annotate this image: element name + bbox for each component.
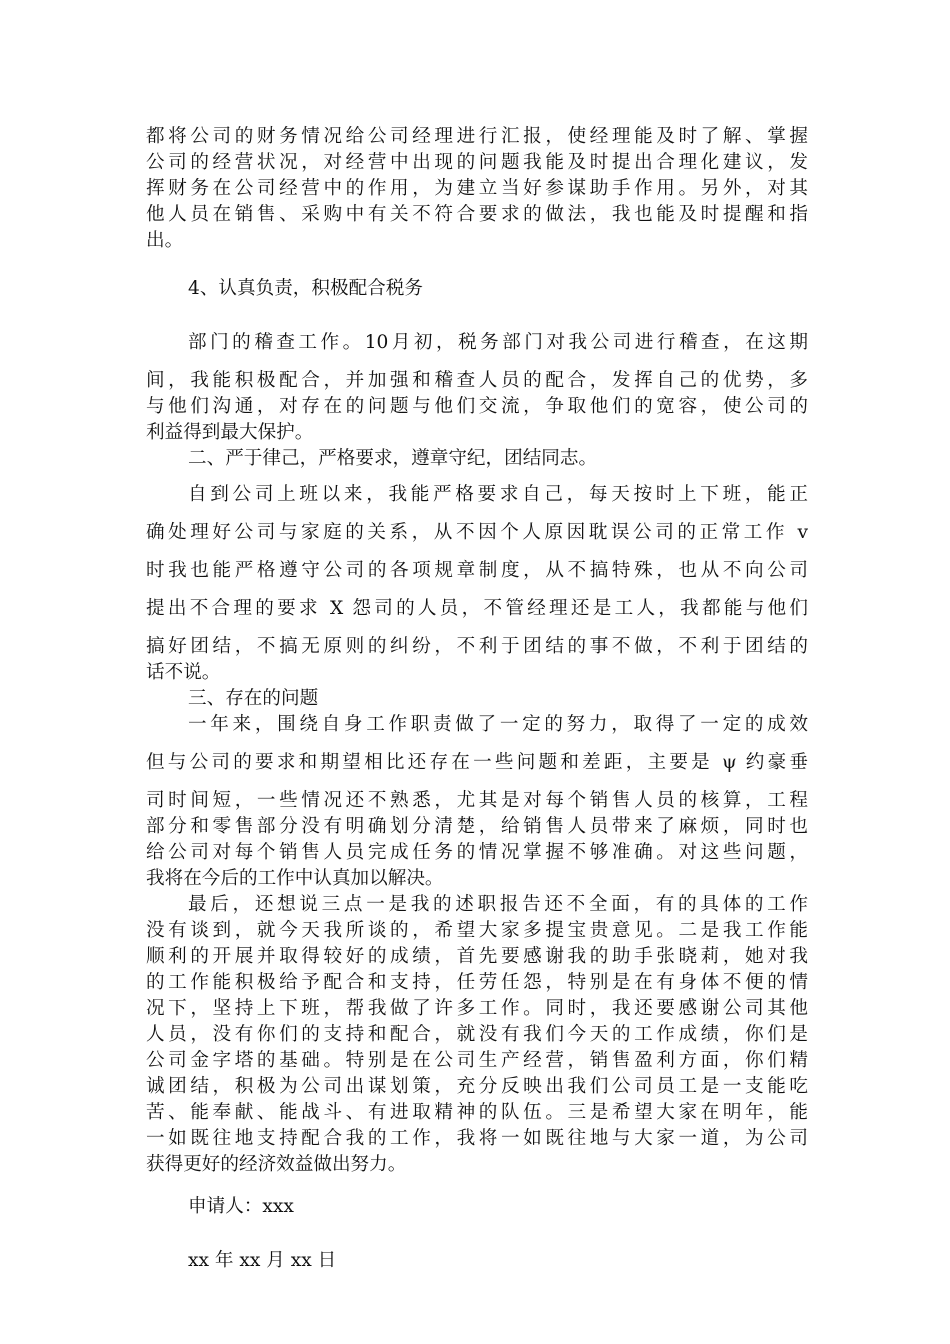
text-line: 出。 [146,230,184,251]
text-line: 但与公司的要求和期望相比还存在一些问题和差距，主要是 ψ 约豪垂 [146,752,808,773]
paragraph-discipline [146,482,808,686]
paragraph-closing [146,892,808,1178]
text-line: 诚团结，积极为公司出谋划策，充分反映出我们公司员工是一支能吃 [146,1076,808,1097]
text-line: 部分和零售部分没有明确划分清楚，给销售人员带来了麻烦，同时也 [146,816,808,837]
text-line: 时我也能严格遵守公司的各项规章制度，从不搞特殊，也从不向公司 [146,560,808,581]
text-line: 一年来，围绕自身工作职责做了一定的努力，取得了一定的成效 [188,714,808,735]
text-line: 给公司对每个销售人员完成任务的情况掌握不够准确。对这些问题， [146,842,808,863]
text-line: 与他们沟通，对存在的问题与他们交流，争取他们的宽容，使公司的 [146,396,808,417]
text-line: 他人员在销售、采购中有关不符合要求的做法，我也能及时提醒和指 [146,204,808,225]
text-line: 自到公司上班以来，我能严格要求自己，每天按时上下班，能正 [188,484,808,505]
text-line: 利益得到最大保护。 [146,422,314,443]
text-line: 人员，没有你们的支持和配合，就没有我们今天的工作成绩，你们是 [146,1024,808,1045]
text-line: 司时间短，一些情况还不熟悉，尤其是对每个销售人员的核算，工程 [146,790,808,811]
text-line: 最后，还想说三点一是我的述职报告还不全面，有的具体的工作 [188,894,808,915]
text-line: 公司金字塔的基础。特别是在公司生产经营，销售盈利方面，你们精 [146,1050,808,1071]
text-line: 没有谈到，就今天我所谈的，希望大家多提宝贵意见。二是我工作能 [146,920,808,941]
text-line: 顺利的开展并取得较好的成绩，首先要感谢我的助手张晓莉，她对我 [146,946,808,967]
text-line: 获得更好的经济效益做出努力。 [146,1154,407,1175]
section-heading-three: 三、存在的问题 [188,688,319,709]
text-line: 搞好团结，不搞无原则的纠纷，不利于团结的事不做，不利于团结的 [146,636,808,657]
signature-date: xx 年 xx 月 xx 日 [188,1250,337,1271]
paragraph-tax-inspection [146,330,808,446]
applicant-signature: 申请人：xxx [188,1196,294,1217]
text-line: 况下，坚持上下班，帮我做了许多工作。同时，我还要感谢公司其他 [146,998,808,1019]
document-page [146,124,808,1274]
text-line: 都将公司的财务情况给公司经理进行汇报，使经理能及时了解、掌握 [146,126,808,147]
text-line: 公司的经营状况，对经营中出现的问题我能及时提出合理化建议，发 [146,152,808,173]
text-line: 提出不合理的要求 X 怨司的人员，不管经理还是工人，我都能与他们 [146,598,808,619]
text-line: 一如既往地支持配合我的工作，我将一如既往地与大家一道，为公司 [146,1128,808,1149]
text-line: 苦、能奉献、能战斗、有进取精神的队伍。三是希望大家在明年，能 [146,1102,808,1123]
text-line: 间，我能积极配合，并加强和稽查人员的配合，发挥自己的优势，多 [146,370,808,391]
text-line: 部门的稽查工作。10月初，税务部门对我公司进行稽查，在这期 [188,332,808,353]
section-heading-two: 二、严于律己，严格要求，遵章守纪，团结同志。 [188,448,598,469]
text-line: 挥财务在公司经营中的作用，为建立当好参谋助手作用。另外，对其 [146,178,808,199]
paragraph-problems [146,712,808,892]
text-line: 确处理好公司与家庭的关系，从不因个人原因耽误公司的正常工作 v [146,522,808,543]
paragraph-financial-reporting [146,124,808,254]
text-line: 话不说。 [146,662,221,683]
text-line: 的工作能积极给予配合和支持，任劳任怨，特别是在有身体不便的情 [146,972,808,993]
text-line: 我将在今后的工作中认真加以解决。 [146,868,444,889]
section-heading-4: 4、认真负责，积极配合税务 [188,278,423,299]
